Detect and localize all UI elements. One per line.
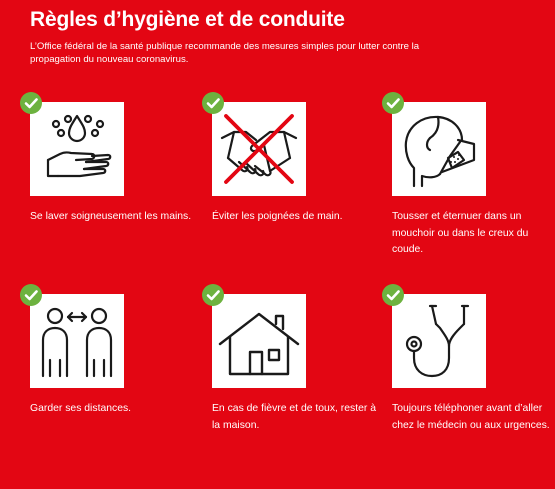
rule-icon-box [392,294,486,388]
rule-caption: Tousser et éternuer dans un mouchoir ou dans le creux du coude. [392,211,529,256]
check-icon [382,92,404,114]
rule-icon-box [212,294,306,388]
hand-washing-icon [30,102,124,196]
rule-icon-box [30,294,124,388]
rule-icon-box [392,102,486,196]
keep-distance-icon [30,294,124,388]
cough-in-elbow-icon [392,102,486,196]
no-handshake-icon [212,102,306,196]
rule-caption: Éviter les poignées de main. [212,211,343,222]
page-title: Règles d’hygiène et de conduite [30,8,345,31]
check-icon [382,284,404,306]
check-icon [20,92,42,114]
check-icon [202,92,224,114]
rule-icon-box [212,102,306,196]
intro-text: L’Office fédéral de la santé publique recommande des mesures simples pour lutter contre la propagation du nouveau coronavirus. [30,41,420,65]
stethoscope-icon [392,294,486,388]
rule-icon-box [30,102,124,196]
rule-caption: Se laver soigneusement les mains. [30,211,192,222]
rule-caption: Garder ses distances. [30,403,132,414]
check-icon [202,284,224,306]
rule-caption: Toujours téléphoner avant d’aller chez le médecin ou aux urgences. [392,403,550,431]
stay-home-icon [212,294,306,388]
check-icon [20,284,42,306]
rule-caption: En cas de fièvre et de toux, rester à la maison. [212,403,377,431]
